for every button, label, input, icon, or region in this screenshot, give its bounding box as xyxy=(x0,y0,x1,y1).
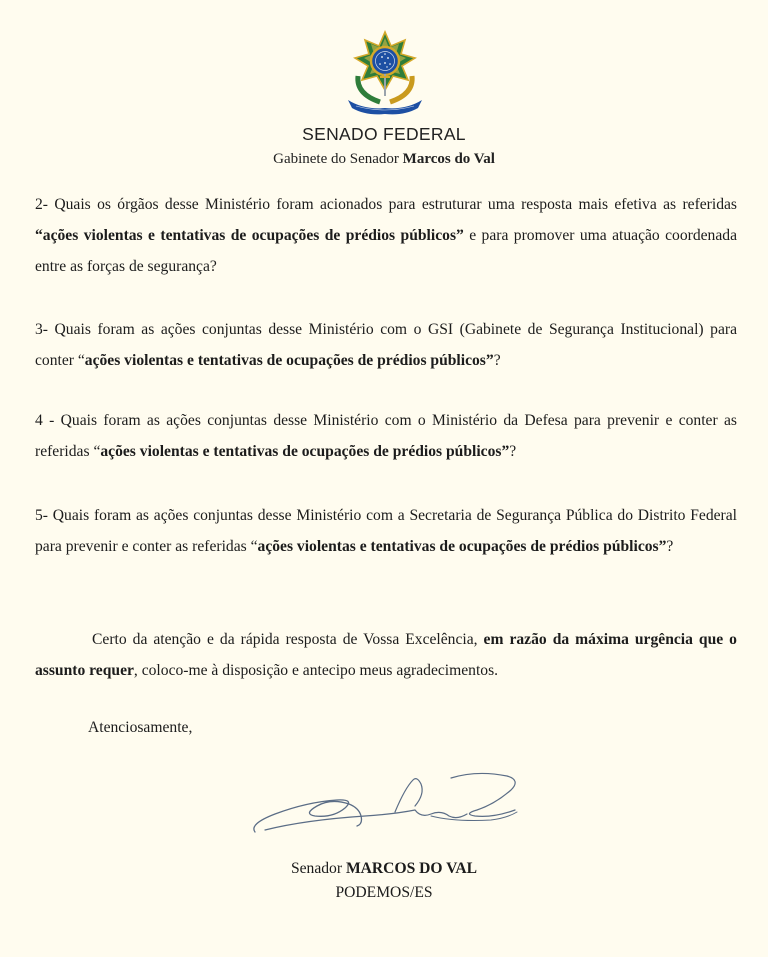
signatory-party: PODEMOS/ES xyxy=(335,884,433,901)
question-text-end: e para promover uma atuação coordenada entre as forças de segurança? xyxy=(35,227,737,275)
senator-name-header: Marcos do Val xyxy=(402,151,495,167)
question-text-end: ? xyxy=(493,352,501,369)
signatory-full-name: MARCOS DO VAL xyxy=(345,860,478,877)
question-text-end: ? xyxy=(666,538,674,555)
question-text: 4 - Quais foram as ações conjuntas desse Ministério com o Ministério da Defesa para prevenir e conter as referidas “ xyxy=(35,412,737,460)
office-subtitle-prefix: Gabinete do Senador xyxy=(273,151,403,167)
greeting: Atenciosamente, xyxy=(88,719,193,736)
question-5 xyxy=(35,500,737,562)
question-text: 2- Quais os órgãos desse Ministério foram acionados para estruturar uma resposta mais efetiva as referidas xyxy=(35,196,737,213)
closing-emphasis: em razão da máxima urgência que o assunto requer xyxy=(35,631,737,679)
closing-text-end: , coloco-me à disposição e antecipo meus agradecimentos. xyxy=(133,662,499,679)
question-emphasis: “ações violentas e tentativas de ocupações de prédios públicos” xyxy=(35,227,464,244)
question-emphasis: ações violentas e tentativas de ocupações de prédios públicos” xyxy=(84,352,494,369)
institution-title: SENADO FEDERAL xyxy=(302,124,466,144)
question-4 xyxy=(35,405,737,467)
question-text: 5- Quais foram as ações conjuntas desse Ministério com a Secretaria de Segurança Pública do Distrito Federal para prevenir e conter as referidas “ xyxy=(35,507,737,555)
brazil-coat-of-arms-icon xyxy=(344,30,426,116)
handwritten-signature xyxy=(245,770,525,840)
office-subtitle xyxy=(0,151,768,168)
signatory-name xyxy=(0,860,768,878)
question-2 xyxy=(35,189,737,282)
question-3 xyxy=(35,314,737,376)
closing-text: Certo da atenção e da rápida resposta de Vossa Excelência, xyxy=(92,631,484,648)
question-text: 3- Quais foram as ações conjuntas desse Ministério com o GSI (Gabinete de Segurança Institucional) para conter “ xyxy=(35,321,737,369)
signatory-title: Senador xyxy=(290,860,346,877)
question-text-end: ? xyxy=(509,443,517,460)
question-emphasis: ações violentas e tentativas de ocupações de prédios públicos” xyxy=(100,443,510,460)
question-emphasis: ações violentas e tentativas de ocupações de prédios públicos” xyxy=(257,538,667,555)
closing-paragraph xyxy=(35,624,737,686)
